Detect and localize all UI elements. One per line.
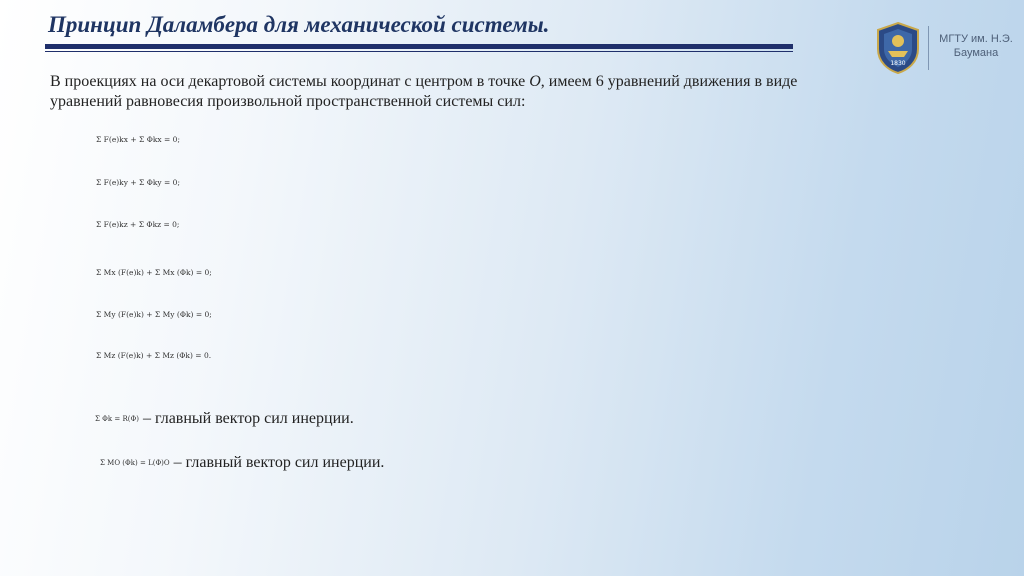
- equation-moment-x: Σ Mx (F(e)k) + Σ Mx (Φk) = 0;: [96, 268, 212, 277]
- equation-force-z: Σ F(e)kz + Σ Φkz = 0;: [96, 220, 180, 229]
- intro-text-1: В проекциях на оси декартовой системы координат с центром в точке: [50, 73, 530, 90]
- title-underline-thick: [45, 44, 793, 49]
- intro-paragraph: [50, 72, 850, 112]
- definition-main-vector: [95, 410, 354, 428]
- definition-main-moment-text: – главный вектор сил инерции.: [173, 454, 385, 471]
- definition-main-vector-text: – главный вектор сил инерции.: [142, 410, 354, 427]
- university-name-line1: МГТУ им. Н.Э.: [939, 33, 1013, 45]
- definition-main-moment-formula: Σ MO (Φk) = L(Φ)O: [100, 459, 170, 468]
- equation-moment-y: Σ My (F(e)k) + Σ My (Φk) = 0;: [96, 310, 212, 319]
- logo-divider: [928, 26, 929, 70]
- university-name: [934, 32, 1018, 60]
- equation-moment-z: Σ Mz (F(e)k) + Σ Mz (Φk) = 0.: [96, 351, 212, 360]
- svg-text:1830: 1830: [890, 60, 906, 67]
- university-name-line2: Баумана: [953, 47, 999, 59]
- university-emblem-icon: [874, 21, 922, 75]
- intro-text-2: , имеем 6 уравнений движения в виде уравнений равновесия произвольной пространственной системы сил:: [50, 73, 798, 110]
- equation-force-x: Σ F(e)kx + Σ Φkx = 0;: [96, 135, 180, 144]
- definition-main-moment: [100, 454, 384, 472]
- slide-title: Принцип Даламбера для механической системы.: [48, 12, 550, 37]
- definition-main-vector-formula: Σ Φk = R(Φ): [95, 415, 139, 424]
- title-underline-thin: [45, 51, 793, 52]
- equation-force-y: Σ F(e)ky + Σ Φky = 0;: [96, 178, 180, 187]
- intro-point: O: [529, 73, 541, 90]
